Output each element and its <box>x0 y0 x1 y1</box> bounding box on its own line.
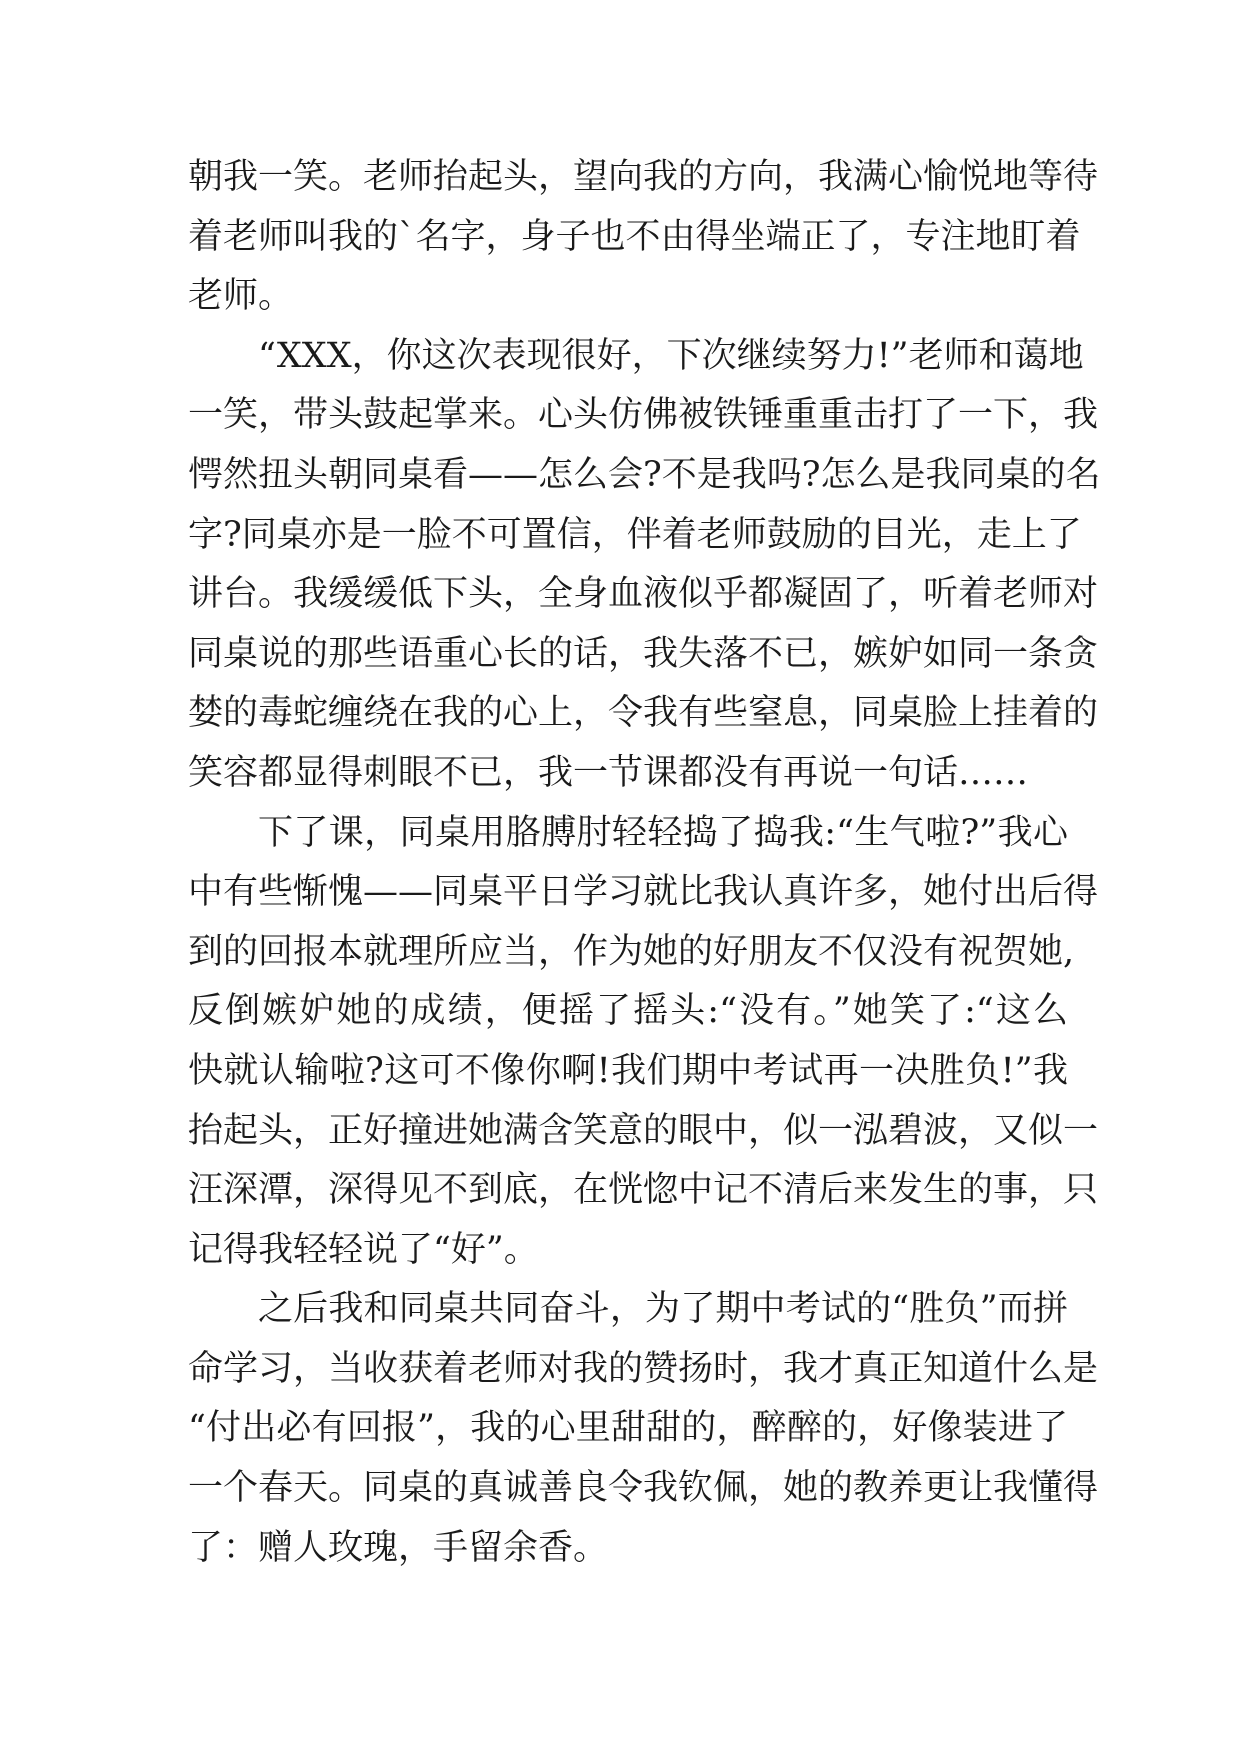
text-line: 婪的毒蛇缠绕在我的心上，令我有些窒息，同桌脸上挂着的 <box>188 693 1099 734</box>
text-line: 同桌说的那些语重心长的话，我失落不已，嫉妒如同一条贪 <box>188 633 1099 674</box>
text-line: 下了课，同桌用胳膊肘轻轻捣了捣我:“生气啦?”我心 <box>258 812 1068 853</box>
text-line: 一笑，带头鼓起掌来。心头仿佛被铁锤重重击打了一下，我 <box>188 395 1099 436</box>
text-line: “付出必有回报”，我的心里甜甜的，醉醉的，好像装进了 <box>188 1408 1068 1449</box>
text-line: 到的回报本就理所应当，作为她的好朋友不仅没有祝贺她, <box>188 931 1075 972</box>
text-line: 中有些惭愧——同桌平日学习就比我认真许多，她付出后得 <box>188 872 1099 913</box>
text-line: 抬起头，正好撞进她满含笑意的眼中，似一泓碧波，又似一 <box>188 1110 1099 1151</box>
text-line: 愕然扭头朝同桌看——怎么会?不是我吗?怎么是我同桌的名 <box>188 454 1101 495</box>
text-line: 讲台。我缓缓低下头，全身血液似乎都凝固了，听着老师对 <box>188 574 1099 615</box>
text-line: 之后我和同桌共同奋斗，为了期中考试的“胜负”而拼 <box>258 1289 1068 1330</box>
text-line: 快就认输啦?这可不像你啊!我们期中考试再一决胜负!”我 <box>188 1050 1068 1091</box>
text-line: 汪深潭，深得见不到底，在恍惚中记不清后来发生的事，只 <box>188 1170 1099 1211</box>
text-line: 着老师叫我的`名字，身子也不由得坐端正了，专注地盯着 <box>188 216 1081 257</box>
text-line: 字?同桌亦是一脸不可置信，伴着老师鼓励的目光，走上了 <box>188 514 1082 555</box>
text-line: 了：赠人玫瑰，手留余香。 <box>188 1527 609 1568</box>
text-line: 记得我轻轻说了“好”。 <box>188 1229 539 1270</box>
text-line: 一个春天。同桌的真诚善良令我钦佩，她的教养更让我懂得 <box>188 1468 1099 1509</box>
text-line: 朝我一笑。老师抬起头，望向我的方向，我满心愉悦地等待 <box>188 157 1099 197</box>
text-line: “XXX，你这次表现很好，下次继续努力!”老师和蔼地 <box>258 335 1084 376</box>
text-line: 反倒嫉妒她的成绩，便摇了摇头:“没有。”她笑了:“这么 <box>188 991 1068 1032</box>
text-line: 命学习，当收获着老师对我的赞扬时，我才真正知道什么是 <box>188 1348 1099 1389</box>
text-line: 笑容都显得刺眼不已，我一节课都没有再说一句话…… <box>188 752 1029 793</box>
text-line: 老师。 <box>188 276 294 317</box>
essay-body <box>188 148 1101 1578</box>
